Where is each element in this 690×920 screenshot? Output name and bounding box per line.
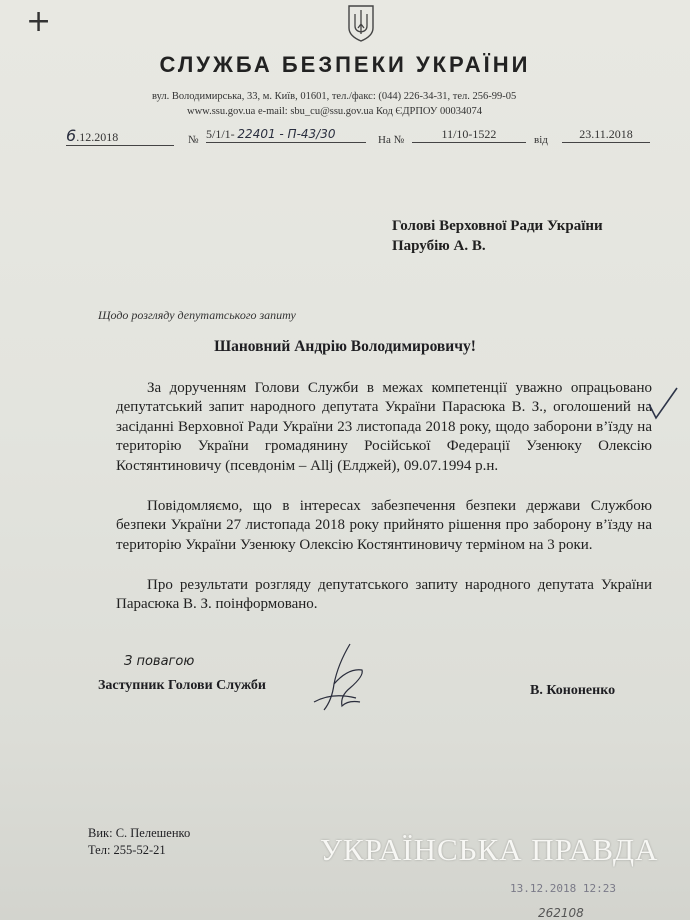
body-paragraph: За дорученням Голови Служби в межах компетенції уважно опрацьовано депутатський запит народного депутата України Парасюка В. З., оголошений на засіданні Верховної Ради України 23 листопада 2018 року, щодо заборони в’їзду на територію України громадянину Російської Федерації Узенюку Олексію Костянтиновичу (псевдонім – Allj (Елджей), 09.07.1994 р.н. bbox=[116, 380, 652, 474]
signatory-position: Заступник Голови Служби bbox=[98, 678, 266, 693]
subject-line: Щодо розгляду депутатського запиту bbox=[98, 308, 296, 322]
signature-graphic bbox=[304, 640, 384, 720]
addressee-name: Парубію А. В. bbox=[392, 238, 486, 254]
incoming-number: 11/10-1522 bbox=[412, 127, 526, 143]
incoming-date: 23.11.2018 bbox=[562, 127, 650, 143]
body-paragraph: Про результати розгляду депутатського запиту народного депутата України Парасюка В. З. поінформовано. bbox=[116, 577, 652, 613]
coat-of-arms-icon bbox=[346, 4, 376, 42]
received-stamp: 13.12.2018 12:23 bbox=[510, 882, 616, 895]
closing-phrase: З повагою bbox=[124, 654, 195, 669]
watermark-ukrainska-pravda: УКРАЇНСЬКА ПРАВДА bbox=[320, 832, 659, 867]
outgoing-number-handwritten: 22401 - П-43/30 bbox=[237, 127, 336, 141]
signatory-name: В. Кононенко bbox=[530, 683, 616, 698]
addressee-position: Голові Верховної Ради України bbox=[392, 218, 603, 234]
number-label: № bbox=[188, 134, 199, 146]
date-printed: .12.2018 bbox=[76, 130, 119, 144]
incoming-label: На № bbox=[378, 134, 405, 146]
date-handwritten: 6 bbox=[66, 126, 77, 145]
registration-line bbox=[66, 126, 656, 148]
salutation: Шановний Андрію Володимировичу! bbox=[214, 338, 476, 355]
outgoing-number-printed: 5/1/1- bbox=[206, 127, 235, 141]
body-paragraph: Повідомляємо, що в інтересах забезпечення безпеки держави Службою безпеки України 27 листопада 2018 року прийнято рішення про заборону в’їзду на територію України Узенюку Олексію Костянтиновичу терміном на 3 роки. bbox=[116, 498, 652, 553]
outgoing-date bbox=[66, 126, 174, 146]
address-line: вул. Володимирська, 33, м. Київ, 01601, тел./факс: (044) 226-34-31, тел. 256-99-05 bbox=[152, 91, 517, 102]
checkmark-icon bbox=[646, 386, 680, 422]
contact-line: www.ssu.gov.ua e-mail: sbu_cu@ssu.gov.ua Код ЄДРПОУ 00034074 bbox=[187, 106, 482, 117]
executor-name: Вик: С. Пелешенко bbox=[88, 826, 191, 840]
organization-title: СЛУЖБА БЕЗПЕКИ УКРАЇНИ bbox=[159, 52, 531, 77]
executor-phone: Тел: 255-52-21 bbox=[88, 843, 166, 857]
from-label: від bbox=[534, 134, 548, 146]
addressee-block bbox=[392, 216, 603, 256]
outgoing-number bbox=[206, 127, 366, 143]
handwritten-plus-mark: + bbox=[26, 4, 52, 39]
bottom-handwritten-number: 262108 bbox=[538, 906, 584, 920]
